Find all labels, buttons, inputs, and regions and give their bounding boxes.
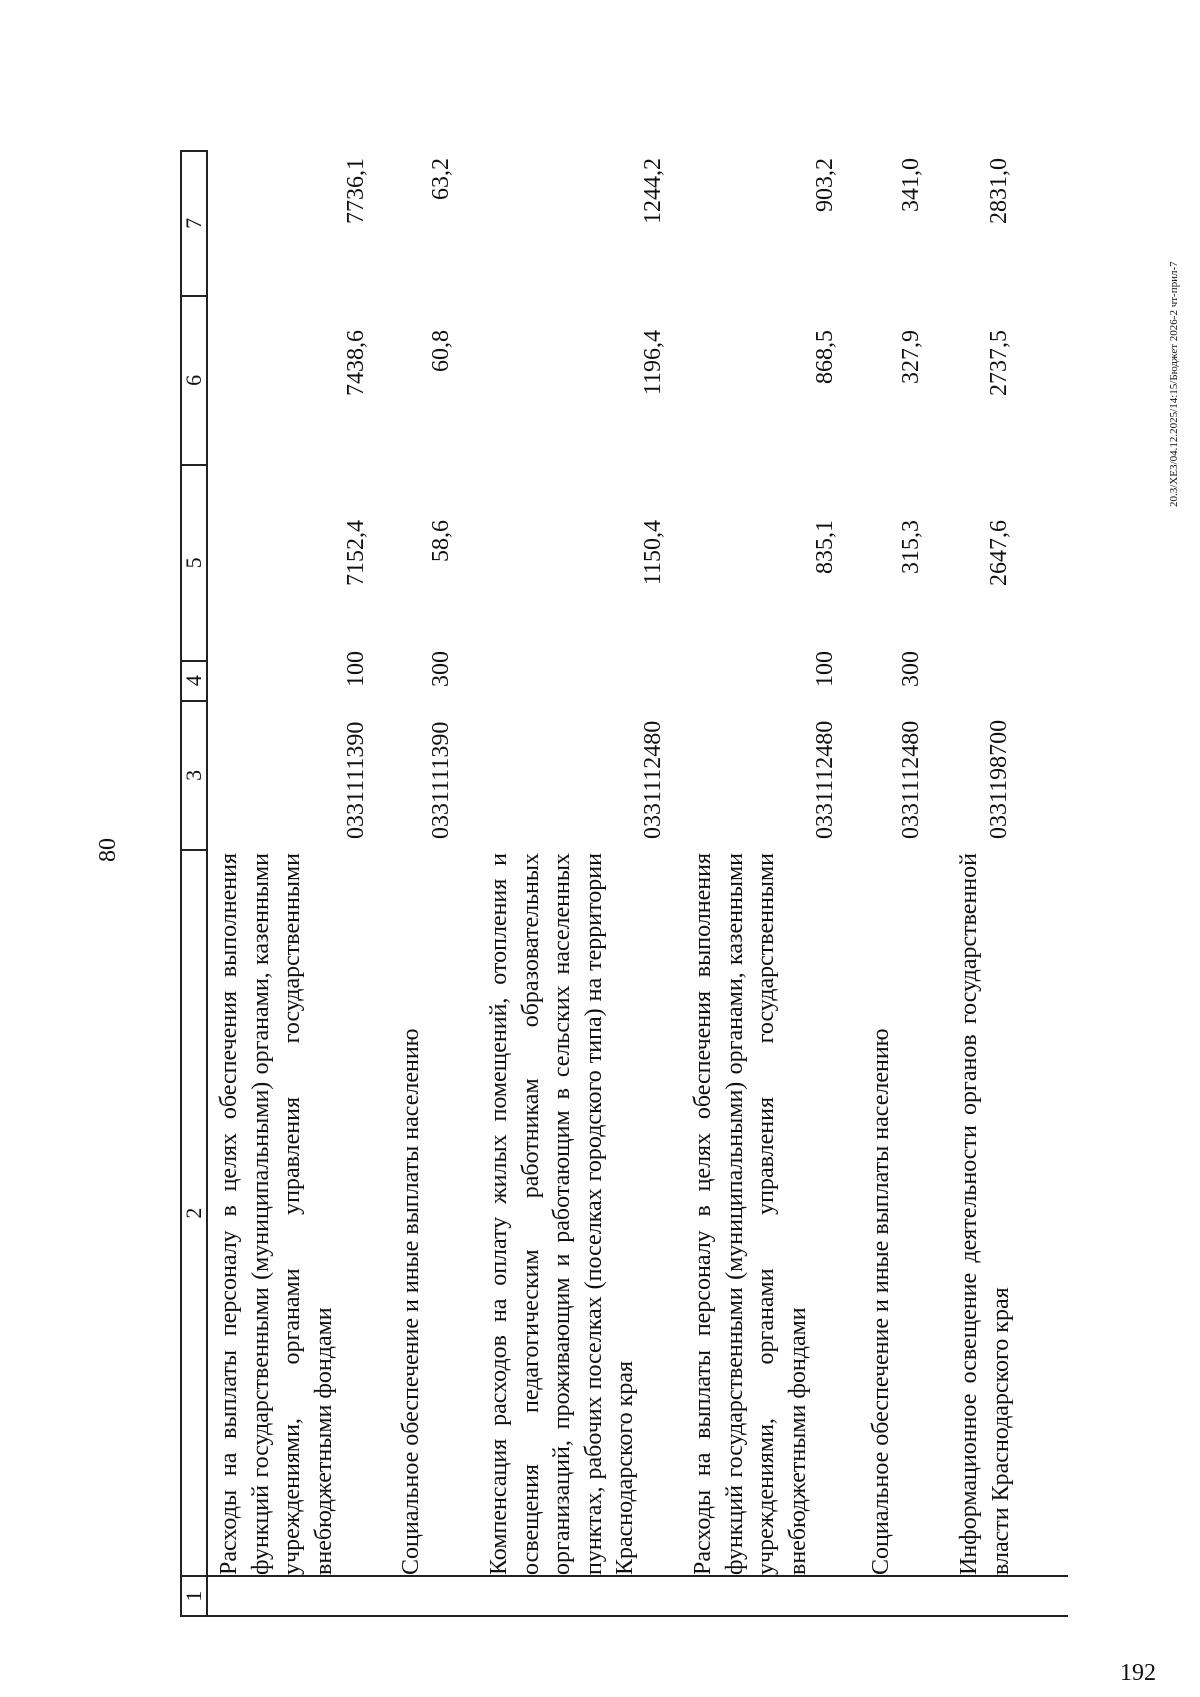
header-col-6: 6 [182,295,206,465]
row-4-value-6: 868,5 [812,330,838,384]
row-6-description: Информационное освещение деятельности органов государственной власти Краснодарского края [956,853,1014,1575]
row-4-code: 0331112480 [812,720,838,839]
row-1-value-7: 7736,1 [343,158,369,224]
row-1-code: 0331111390 [343,721,369,839]
row-6-code: 0331198700 [986,719,1012,839]
row-1-value-6: 7438,6 [343,330,369,396]
row-1-description: Расходы на выплаты персоналу в целях обеспечения выполнения функций государственными (муниципальными) органами, казенными учреждениями, органами управления государственными внебюджетными фондами [216,853,337,1575]
row-2-value-7: 63,2 [428,158,454,200]
row-4-value-7: 903,2 [812,158,838,212]
row-4-group: 100 [812,651,838,687]
row-6-value-6: 2737,5 [986,330,1012,396]
row-2-value-5: 58,6 [428,520,454,562]
table-left-border [208,1615,1068,1617]
row-5-code: 0331112480 [898,720,924,839]
page-bottom-number: 192 [1120,1660,1156,1686]
row-4-value-5: 835,1 [812,520,838,574]
table-col-divider [208,1575,1068,1577]
row-5-value-6: 327,9 [898,330,924,384]
row-5-value-5: 315,3 [898,520,924,574]
header-col-2: 2 [182,849,206,1575]
header-col-1: 1 [182,1575,206,1615]
row-1-group: 100 [343,651,369,687]
row-2-group: 300 [428,651,454,687]
footer-note: 20.3/ХЕЗ/04.12.2025/14:15/Бюджет 2026-2 чт-прил-7 [1168,261,1180,507]
row-6-value-7: 2831,0 [986,158,1012,224]
row-4-description: Расходы на выплаты персоналу в целях обеспечения выполнения функций государственными (муниципальными) органами, казенными учреждениями, органами управления государственными внебюджетными фондами [690,853,811,1575]
row-2-code: 0331111390 [428,721,454,839]
row-3-description: Компенсация расходов на оплату жилых помещений, отопления и освещения педагогическим работникам образовательных организаций, проживающим и работающим в сельских населенных пунктах, рабочих поселках (поселках городского типа) на территории Краснодарского края [486,853,638,1575]
table-body [208,150,1068,1617]
header-col-3: 3 [182,700,206,850]
row-5-description: Социальное обеспечение и иные выплаты населению [868,1028,894,1575]
header-col-7: 7 [181,217,206,229]
row-6-value-5: 2647,6 [986,520,1012,586]
table-header [180,150,208,1617]
row-3-code: 0331112480 [640,720,666,839]
header-col-5: 5 [182,464,206,659]
row-5-group: 300 [898,651,924,687]
row-1-value-5: 7152,4 [343,520,369,586]
header-col-4: 4 [182,660,206,700]
page-top-number: 80 [95,838,121,862]
row-2-description: Социальное обеспечение и иные выплаты населению [398,1028,424,1575]
row-2-value-6: 60,8 [428,330,454,372]
row-3-value-6: 1196,4 [640,330,666,396]
row-3-value-5: 1150,4 [640,520,666,586]
row-5-value-7: 341,0 [898,158,924,212]
row-3-value-7: 1244,2 [640,158,666,224]
